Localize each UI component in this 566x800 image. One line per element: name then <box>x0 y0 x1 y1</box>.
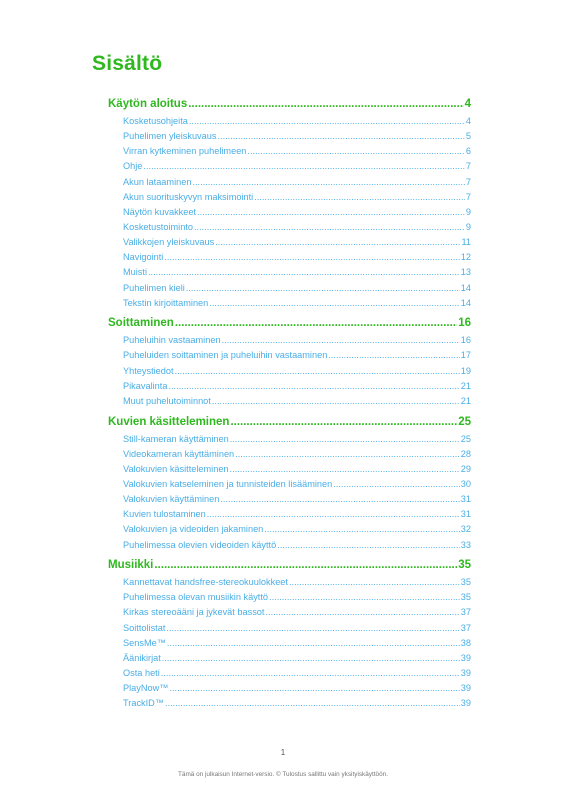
toc-item-label: Muut puhelutoiminnot <box>123 395 211 406</box>
toc-item[interactable] <box>108 509 471 524</box>
dot-leader <box>189 116 465 126</box>
toc-item[interactable] <box>108 161 471 176</box>
dot-leader <box>167 638 460 648</box>
dot-leader <box>162 653 460 663</box>
toc-item-label: Valokuvien käyttäminen <box>123 494 220 505</box>
toc-item-page-number: 35 <box>460 577 471 588</box>
dot-leader <box>289 577 460 587</box>
dot-leader <box>164 252 459 262</box>
page-title: Sisältö <box>92 52 163 75</box>
toc-section <box>108 559 471 713</box>
toc-item-page-number: 13 <box>460 267 471 278</box>
toc-item[interactable] <box>108 449 471 464</box>
dot-leader <box>230 464 460 474</box>
toc-item-page-number: 9 <box>465 221 471 232</box>
dot-leader <box>165 698 460 708</box>
toc-item-label: Puhelimen kieli <box>123 282 185 293</box>
dot-leader <box>235 449 460 459</box>
toc-heading[interactable] <box>108 559 471 577</box>
toc-item[interactable] <box>108 298 471 313</box>
toc-item-label: Pikavalinta <box>123 380 168 391</box>
toc-item[interactable] <box>108 131 471 146</box>
toc-item-page-number: 33 <box>460 539 471 550</box>
toc-item[interactable] <box>108 283 471 298</box>
toc-item[interactable] <box>108 479 471 494</box>
dot-leader <box>197 207 465 217</box>
dot-leader <box>207 509 460 519</box>
toc-heading-page-number: 4 <box>464 98 471 110</box>
dot-leader <box>212 396 460 406</box>
toc-item-page-number: 12 <box>460 252 471 263</box>
toc-item[interactable] <box>108 607 471 622</box>
toc-item-label: Videokameran käyttäminen <box>123 448 235 459</box>
dot-leader <box>264 524 459 534</box>
page-number: 1 <box>280 748 286 757</box>
toc-item-page-number: 38 <box>460 637 471 648</box>
toc-item-label: Virran kytkeminen puhelimeen <box>123 146 247 157</box>
toc-item-label: Osta heti <box>123 668 160 678</box>
toc-heading[interactable] <box>108 98 471 116</box>
toc-heading-page-number: 35 <box>458 559 471 572</box>
footer-note: Tämä on julkaisun Internet-versio. © Tulostus sallittu vain yksityiskäyttöön. <box>177 771 388 778</box>
toc-item-label: Kosketustoiminto <box>123 221 193 232</box>
toc-item-page-number: 37 <box>460 607 471 618</box>
toc-item-label: Valikkojen yleiskuvaus <box>123 237 215 248</box>
toc-item-page-number: 7 <box>465 161 471 172</box>
toc-item-label: Akun lataaminen <box>123 176 192 187</box>
dot-leader <box>247 146 464 156</box>
toc-item-label: Yhteystiedot <box>123 365 174 376</box>
dot-leader <box>230 434 460 444</box>
dot-leader <box>222 335 460 345</box>
toc-item-page-number: 25 <box>460 433 471 444</box>
toc-heading-label: Musiikki <box>108 559 154 572</box>
toc-item-page-number: 28 <box>460 448 471 459</box>
dot-leader <box>168 381 459 391</box>
toc-item-label: Puheluihin vastaaminen <box>123 335 221 346</box>
toc-item[interactable] <box>108 222 471 237</box>
toc-item[interactable] <box>108 668 471 683</box>
toc-heading-label: Käytön aloitus <box>108 98 188 110</box>
toc-item-label: Valokuvien käsitteleminen <box>123 463 229 474</box>
toc-heading[interactable] <box>108 416 471 434</box>
toc-item-page-number: 39 <box>460 652 471 663</box>
toc-item[interactable] <box>108 396 471 411</box>
toc-item[interactable] <box>108 434 471 449</box>
toc-item-page-number: 31 <box>460 494 471 505</box>
toc-item-page-number: 37 <box>460 622 471 633</box>
toc-item[interactable] <box>108 237 471 252</box>
dot-leader <box>209 298 459 308</box>
toc-item[interactable] <box>108 192 471 207</box>
toc-item-page-number: 9 <box>465 206 471 217</box>
dot-leader <box>269 592 460 602</box>
toc-item-page-number: 16 <box>460 335 471 346</box>
table-of-contents <box>108 98 471 718</box>
toc-item[interactable] <box>108 366 471 381</box>
toc-item-label: Valokuvien ja videoiden jakaminen <box>123 524 264 535</box>
toc-item[interactable] <box>108 381 471 396</box>
toc-item[interactable] <box>108 623 471 638</box>
toc-item[interactable] <box>108 577 471 592</box>
toc-item-label: Navigointi <box>123 252 164 263</box>
toc-item[interactable] <box>108 698 471 713</box>
toc-item[interactable] <box>108 494 471 509</box>
dot-leader <box>220 494 459 504</box>
toc-item-page-number: 35 <box>460 592 471 603</box>
toc-item-page-number: 29 <box>460 463 471 474</box>
toc-item-page-number: 5 <box>465 131 471 142</box>
dot-leader <box>175 317 457 329</box>
toc-item-label: Ohje <box>123 161 143 172</box>
toc-section <box>108 416 471 555</box>
toc-item-page-number: 6 <box>465 146 471 157</box>
toc-item[interactable] <box>108 350 471 365</box>
toc-item-page-number: 39 <box>460 683 471 694</box>
toc-item-page-number: 17 <box>460 350 471 361</box>
toc-item-page-number: 7 <box>465 176 471 187</box>
toc-item[interactable] <box>108 177 471 192</box>
toc-item-label: Still-kameran käyttäminen <box>123 433 229 444</box>
toc-item-page-number: 39 <box>460 668 471 678</box>
toc-item-label: Näytön kuvakkeet <box>123 206 197 217</box>
dot-leader <box>277 540 460 550</box>
toc-item[interactable] <box>108 267 471 282</box>
toc-item-label: TrackID™ <box>123 698 165 709</box>
toc-heading-label: Kuvien käsitteleminen <box>108 415 230 428</box>
dot-leader <box>188 98 463 110</box>
toc-item-page-number: 32 <box>460 524 471 535</box>
toc-item-label: Soittolistat <box>123 622 166 633</box>
toc-heading-page-number: 25 <box>458 415 471 428</box>
dot-leader <box>166 623 459 633</box>
toc-item[interactable] <box>108 146 471 161</box>
dot-leader <box>265 607 459 617</box>
toc-item-label: Tekstin kirjoittaminen <box>123 297 209 308</box>
toc-item-page-number: 14 <box>460 297 471 308</box>
dot-leader <box>154 559 457 571</box>
toc-heading-page-number: 16 <box>458 317 471 330</box>
toc-item-label: SensMe™ <box>123 637 166 648</box>
dot-leader <box>333 479 460 489</box>
toc-heading-label: Soittaminen <box>108 317 174 330</box>
toc-item-label: Kosketusohjeita <box>123 116 188 126</box>
toc-item-page-number: 7 <box>465 191 471 202</box>
toc-item-label: Kannettavat handsfree-stereokuulokkeet <box>123 577 288 588</box>
toc-item[interactable] <box>108 592 471 607</box>
dot-leader <box>161 668 460 678</box>
toc-item-page-number: 30 <box>460 478 471 489</box>
dot-leader <box>217 131 464 141</box>
toc-item-page-number: 39 <box>460 698 471 709</box>
dot-leader <box>254 192 465 202</box>
toc-item-label: Puhelimessa olevan musiikin käyttö <box>123 592 269 603</box>
toc-item[interactable] <box>108 252 471 267</box>
toc-item-label: Muisti <box>123 267 147 278</box>
toc-item-page-number: 11 <box>461 237 471 248</box>
toc-item-page-number: 31 <box>460 509 471 520</box>
dot-leader <box>328 350 459 360</box>
toc-item-label: Puhelimen yleiskuvaus <box>123 131 217 142</box>
toc-section <box>108 98 471 313</box>
toc-item-page-number: 14 <box>460 282 471 293</box>
toc-item-page-number: 21 <box>460 395 471 406</box>
toc-heading[interactable] <box>108 317 471 335</box>
toc-item[interactable] <box>108 524 471 539</box>
toc-item-label: PlayNow™ <box>123 683 169 694</box>
toc-item[interactable] <box>108 540 471 555</box>
toc-item-label: Äänikirjat <box>123 652 161 663</box>
toc-item[interactable] <box>108 207 471 222</box>
toc-item-page-number: 4 <box>465 116 471 126</box>
dot-leader <box>175 366 460 376</box>
toc-item[interactable] <box>108 335 471 350</box>
toc-item[interactable] <box>108 653 471 668</box>
dot-leader <box>143 161 464 171</box>
toc-item[interactable] <box>108 638 471 653</box>
dot-leader <box>148 267 460 277</box>
toc-item-page-number: 21 <box>460 380 471 391</box>
toc-item-label: Puhelimessa olevien videoiden käyttö <box>123 539 277 550</box>
toc-item-label: Valokuvien katseleminen ja tunnisteiden lisääminen <box>123 478 333 489</box>
toc-item[interactable] <box>108 464 471 479</box>
toc-item[interactable] <box>108 116 471 131</box>
toc-item-label: Kirkas stereoääni ja jykevät bassot <box>123 607 265 618</box>
dot-leader <box>194 222 465 232</box>
toc-item-label: Puheluiden soittaminen ja puheluihin vastaaminen <box>123 350 328 361</box>
dot-leader <box>230 416 457 428</box>
dot-leader <box>192 177 464 187</box>
toc-section <box>108 317 471 411</box>
toc-item-label: Akun suorituskyvyn maksimointi <box>123 191 254 202</box>
dot-leader <box>186 283 460 293</box>
dot-leader <box>169 683 459 693</box>
toc-item[interactable] <box>108 683 471 698</box>
toc-item-label: Kuvien tulostaminen <box>123 509 206 520</box>
dot-leader <box>215 237 460 247</box>
toc-item-page-number: 19 <box>460 365 471 376</box>
